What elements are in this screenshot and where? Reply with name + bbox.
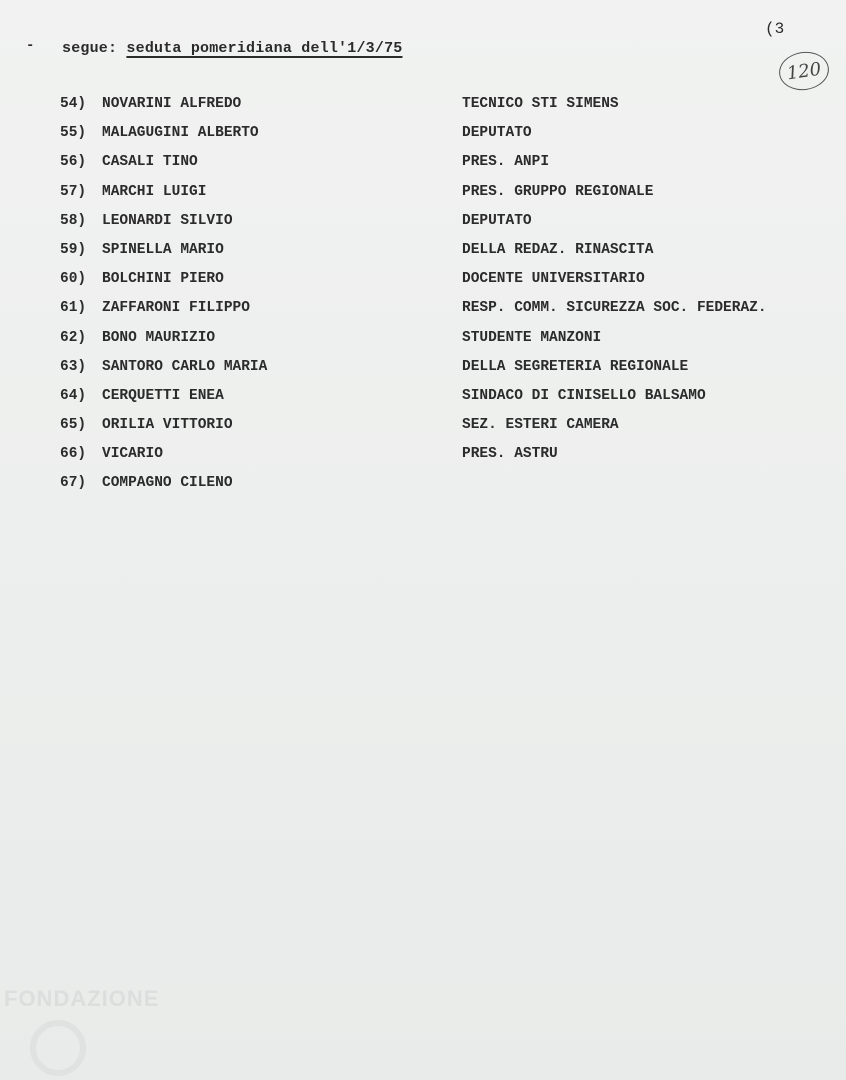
entry-name: VICARIO — [102, 446, 163, 463]
entry-number: 61) — [60, 300, 87, 317]
entry-number: 56) — [60, 154, 87, 171]
entry-number: 57) — [60, 183, 87, 200]
list-item — [60, 96, 830, 125]
header-prefix: segue: — [62, 40, 127, 57]
entry-role: STUDENTE MANZONI — [462, 329, 602, 346]
entry-role: PRES. GRUPPO REGIONALE — [462, 183, 654, 200]
list-item — [60, 359, 830, 388]
list-item — [60, 330, 830, 359]
circled-page-stamp — [777, 49, 832, 94]
entry-number: 60) — [60, 271, 87, 288]
page-number: (3 — [765, 20, 785, 38]
entry-role: DELLA REDAZ. RINASCITA — [462, 241, 654, 258]
watermark-logo-icon — [30, 1020, 86, 1076]
entry-role: SINDACO DI CINISELLO BALSAMO — [462, 387, 706, 404]
list-item — [60, 300, 830, 329]
entry-role: PRES. ASTRU — [462, 446, 558, 463]
entry-name: BOLCHINI PIERO — [102, 271, 224, 288]
list-item — [60, 271, 830, 300]
entry-role: TECNICO STI SIMENS — [462, 96, 619, 112]
list-item — [60, 184, 830, 213]
entry-role: SEZ. ESTERI CAMERA — [462, 417, 619, 434]
entry-name: SANTORO CARLO MARIA — [102, 358, 268, 375]
list-item — [60, 154, 830, 183]
margin-tick-mark: - — [26, 38, 35, 54]
entry-number: 64) — [60, 387, 87, 404]
attendee-list — [60, 96, 830, 505]
entry-number: 58) — [60, 212, 87, 229]
document-header — [62, 40, 402, 57]
entry-number: 65) — [60, 417, 87, 434]
entry-role: DEPUTATO — [462, 212, 532, 229]
entry-number: 63) — [60, 358, 87, 375]
entry-role: RESP. COMM. SICUREZZA SOC. FEDERAZ. — [462, 300, 767, 317]
entry-name: SPINELLA MARIO — [102, 241, 224, 258]
list-item — [60, 388, 830, 417]
entry-name: CERQUETTI ENEA — [102, 387, 224, 404]
entry-name: MALAGUGINI ALBERTO — [102, 125, 259, 142]
list-item — [60, 242, 830, 271]
list-item — [60, 446, 830, 475]
entry-role: PRES. ANPI — [462, 154, 550, 171]
entry-name: COMPAGNO CILENO — [102, 475, 233, 492]
entry-name: BONO MAURIZIO — [102, 329, 216, 346]
entry-name: MARCHI LUIGI — [102, 183, 207, 200]
entry-number: 55) — [60, 125, 87, 142]
entry-role: DOCENTE UNIVERSITARIO — [462, 271, 645, 288]
entry-number: 54) — [60, 96, 87, 112]
entry-number: 62) — [60, 329, 87, 346]
entry-number: 67) — [60, 475, 87, 492]
entry-name: CASALI TINO — [102, 154, 198, 171]
entry-role: DEPUTATO — [462, 125, 532, 142]
session-title: seduta pomeridiana dell'1/3/75 — [126, 40, 403, 57]
list-item — [60, 417, 830, 446]
entry-name: ZAFFARONI FILIPPO — [102, 300, 250, 317]
entry-name: ORILIA VITTORIO — [102, 417, 233, 434]
list-item — [60, 213, 830, 242]
list-item — [60, 125, 830, 154]
entry-name: LEONARDI SILVIO — [102, 212, 233, 229]
stamp-number: 120 — [785, 58, 823, 84]
list-item — [60, 475, 830, 504]
entry-role: DELLA SEGRETERIA REGIONALE — [462, 358, 689, 375]
entry-number: 66) — [60, 446, 87, 463]
archive-watermark: FONDAZIONE — [4, 986, 160, 1011]
entry-number: 59) — [60, 241, 87, 258]
entry-name: NOVARINI ALFREDO — [102, 96, 242, 112]
